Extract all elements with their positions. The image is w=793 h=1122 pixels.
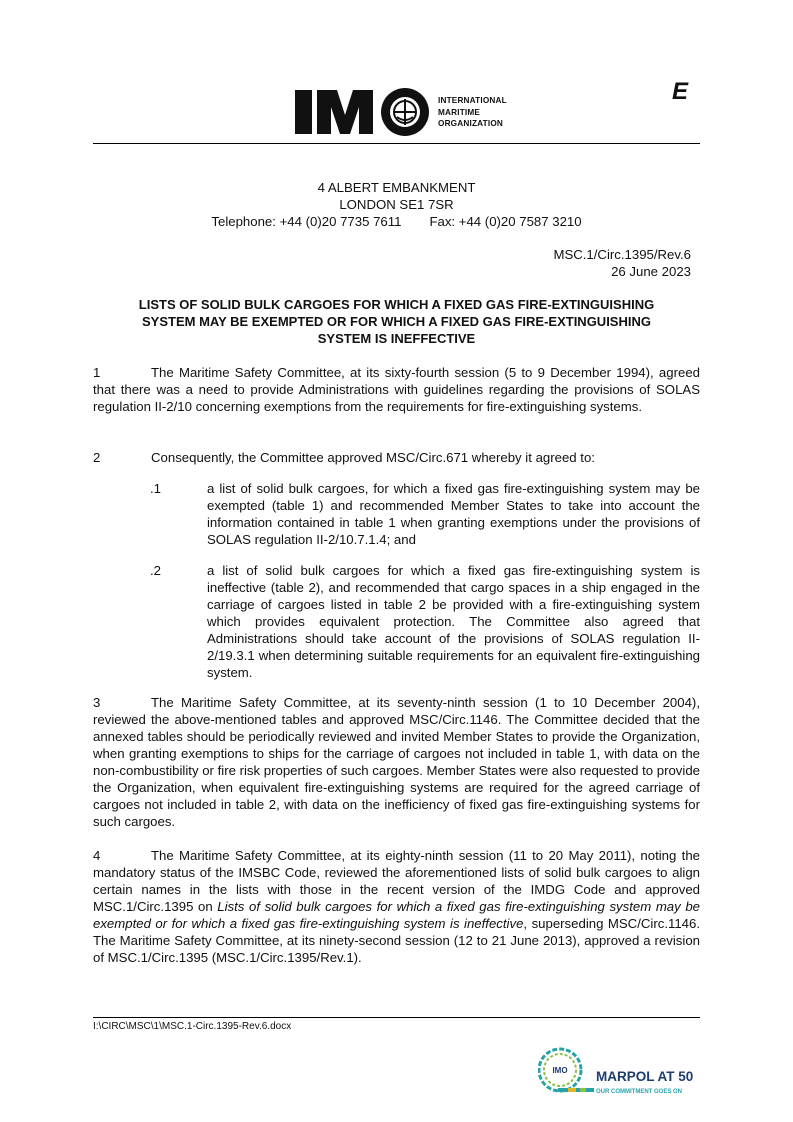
paragraph-text: The Maritime Safety Committee, at its sixty-fourth session (5 to 9 December 1994), agreed that there was a need to provide Administrations with guidelines regarding the provisions of SOLAS regulation II-2/10 concerning exemptions from the requirements for fire-extinguishing systems.	[93, 365, 700, 414]
subparagraph-number: .1	[150, 481, 161, 496]
document-symbol: MSC.1/Circ.1395/Rev.6	[553, 247, 691, 262]
paragraph-text-b: , superseding MSC/Circ.1146. The Maritime Safety Committee, at its ninety-second session (12 to 21 June 2013), approved a revision of MSC.1/Circ.1395 (MSC.1/Circ.1395/Rev.1).	[93, 916, 700, 965]
document-date: 26 June 2023	[611, 264, 691, 279]
subparagraph-number: .2	[150, 563, 161, 578]
paragraph-text-a: The Maritime Safety Committee, at its eighty-ninth session (11 to 20 May 2011), noting the mandatory status of the IMSBC Code, reviewed the aforementioned lists of solid bulk cargoes to align certain names in the lists with those in the recent version of the IMDG Code and approved MSC.1/Circ.1395 on	[93, 848, 700, 914]
paragraph-number: 4	[93, 848, 101, 863]
file-path: I:\CIRC\MSC\1\MSC.1-Circ.1395-Rev.6.docx	[93, 1021, 292, 1032]
marpol-title: MARPOL AT 50	[596, 1069, 694, 1084]
contact-line	[93, 213, 700, 230]
paragraph-number: 1	[93, 365, 101, 380]
marpol-tagline: OUR COMMITMENT GOES ON	[596, 1089, 682, 1095]
paragraph-number: 2	[93, 450, 101, 465]
telephone: Telephone: +44 (0)20 7735 7611	[211, 214, 402, 229]
fax: Fax: +44 (0)20 7587 3210	[429, 214, 582, 229]
address-line2: LONDON SE1 7SR	[339, 197, 454, 212]
marpol-at-50-logo	[538, 1038, 698, 1102]
paragraph-2	[93, 449, 700, 466]
organization-name: INTERNATIONAL MARITIME ORGANIZATION	[438, 96, 507, 128]
imo-logo	[295, 87, 435, 137]
paragraph-3	[93, 694, 700, 830]
circular-title-italic: Lists of solid bulk cargoes for which a fixed gas fire-extinguishing system may be exempted or for which a fixed gas fire-extinguishing system is ineffective	[93, 899, 700, 931]
paragraph-text: Consequently, the Committee approved MSC/Circ.671 whereby it agreed to:	[151, 450, 595, 465]
address-line1: 4 ALBERT EMBANKMENT	[317, 180, 476, 195]
paragraph-4	[93, 847, 700, 966]
paragraph-1	[93, 364, 700, 415]
document-title: LISTS OF SOLID BULK CARGOES FOR WHICH A FIXED GAS FIRE-EXTINGUISHING SYSTEM MAY BE EXEMPTED OR FOR WHICH A FIXED GAS FIRE-EXTINGUISHING SYSTEM IS INEFFECTIVE	[138, 297, 655, 346]
language-marker: E	[672, 78, 689, 105]
subparagraph-2-text: a list of solid bulk cargoes for which a fixed gas fire-extinguishing system is ineffective (table 2), and recommended that cargo spaces in a ship engaged in the carriage of cargoes listed in table 2 be provided with a fire-extinguishing system which provides equivalent protection. The Committee also agreed that Administrations should take account of the provisions of SOLAS regulation II-2/19.3.1 when determining suitable requirements for an equivalent fire-extinguishing system.	[207, 563, 700, 680]
paragraph-text: The Maritime Safety Committee, at its seventy-ninth session (1 to 10 December 2004), reviewed the above-mentioned tables and approved MSC/Circ.1146. The Committee decided that the annexed tables should be periodically reviewed and invited Member States to provide the Organization, when granting exemptions to ships for the carriage of cargoes not included in table 1, with data on the non-combustibility or fire risk properties of such cargoes. Member States were also requested to provide the Organization, when equivalent fire-extinguishing systems are required for the agreed carriage of cargoes not included in table 2, with data on the inefficiency of fixed gas fire-extinguishing systems for such cargoes.	[93, 695, 700, 829]
header-rule	[93, 143, 700, 144]
subparagraph-1-text: a list of solid bulk cargoes, for which a fixed gas fire-extinguishing system may be exempted (table 1) and recommended Member States to take into account the information contained in table 1 when granting exemptions under the provisions of SOLAS regulation II-2/10.7.1.4; and	[207, 481, 700, 547]
paragraph-number: 3	[93, 695, 101, 710]
marpol-badge: IMO	[552, 1066, 568, 1075]
footer-rule	[93, 1017, 700, 1018]
